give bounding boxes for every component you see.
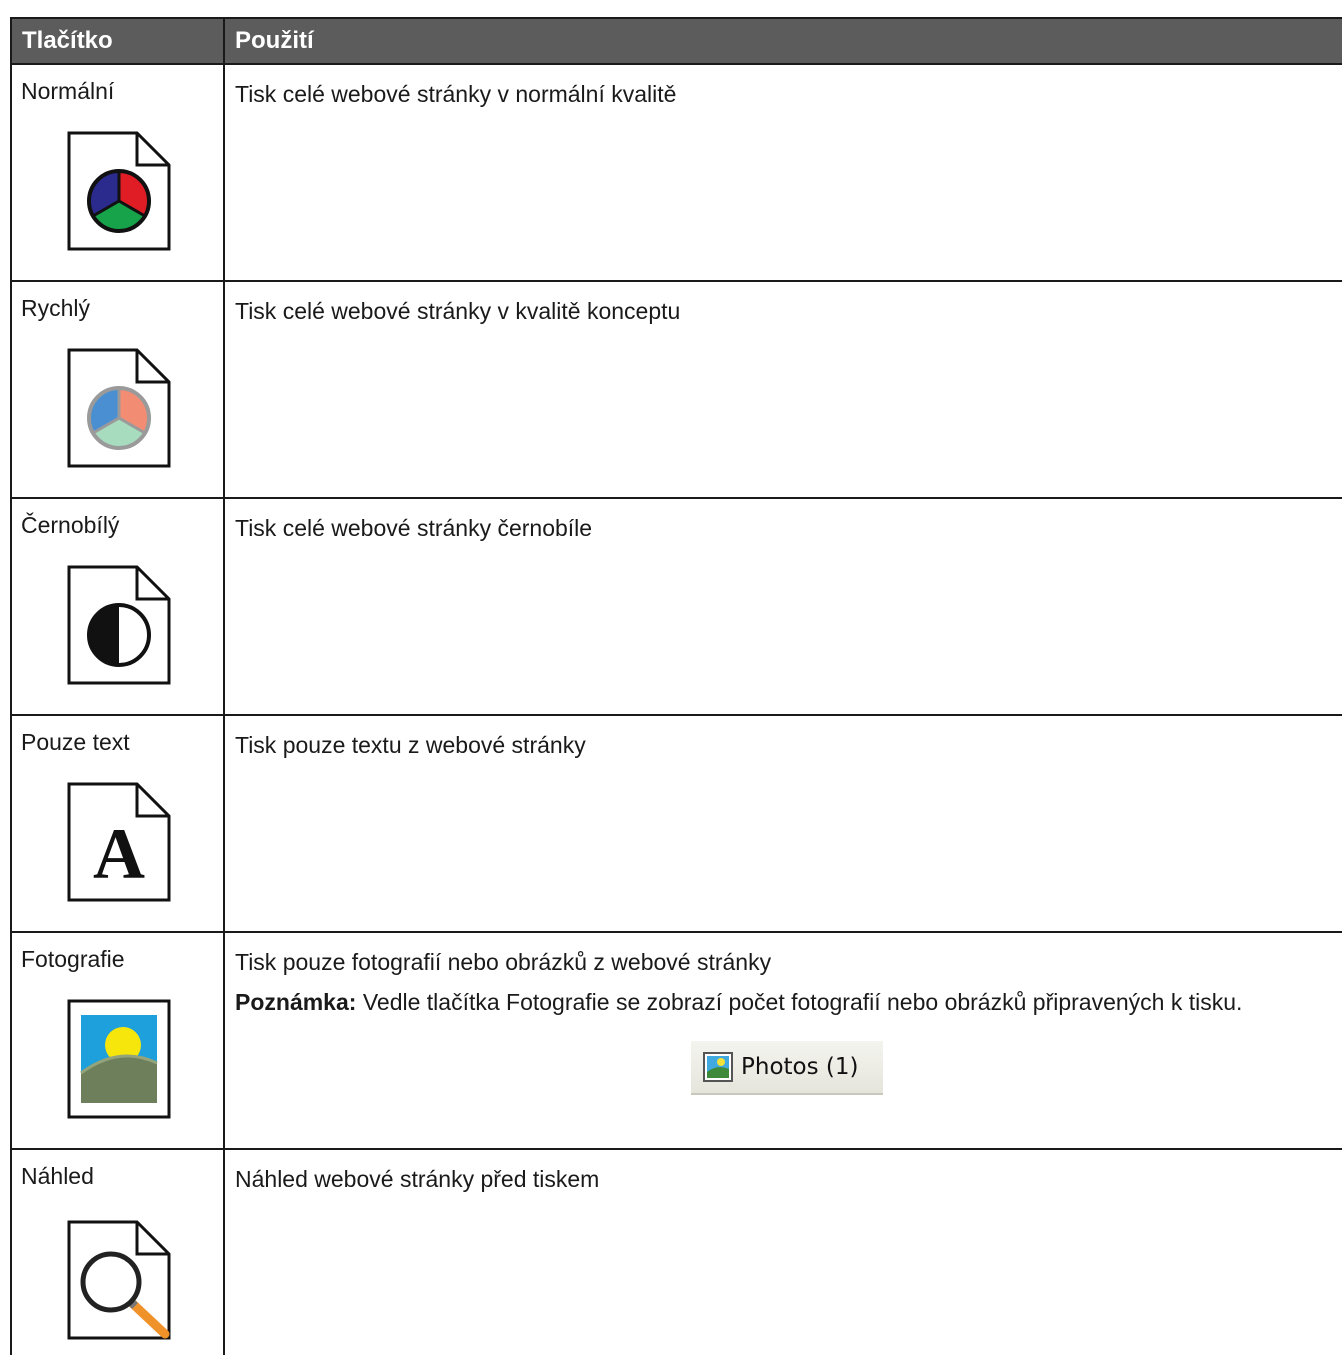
use-text: Tisk celé webové stránky černobíle (235, 515, 593, 541)
button-name: Rychlý (21, 295, 91, 321)
photos-button-label: Photos (1) (741, 1054, 859, 1080)
use-cell (224, 281, 1342, 498)
button-name: Náhled (21, 1163, 94, 1189)
use-cell (224, 498, 1342, 715)
use-text: Náhled webové stránky před tiskem (235, 1166, 600, 1192)
icon-letter: A (93, 814, 145, 894)
button-name: Normální (21, 78, 115, 104)
page-magnifier-icon (67, 1220, 171, 1340)
photos-button[interactable] (691, 1041, 883, 1095)
buttons-table (10, 17, 1342, 1355)
table-row (11, 498, 1342, 715)
use-cell (224, 1149, 1342, 1355)
use-cell (224, 715, 1342, 932)
note-text: Vedle tlačítka Fotografie se zobrazí počet fotografií nebo obrázků připravených k tisku. (356, 989, 1243, 1015)
note (235, 988, 1338, 1016)
photo-icon (703, 1052, 733, 1082)
table-row (11, 1149, 1342, 1355)
button-name: Fotografie (21, 946, 125, 972)
page-light-pie-icon (67, 348, 171, 468)
use-text: Tisk pouze fotografií nebo obrázků z webové stránky (235, 949, 772, 975)
use-cell (224, 932, 1342, 1149)
table-row (11, 64, 1342, 281)
button-name: Pouze text (21, 729, 130, 755)
table-row (11, 281, 1342, 498)
column-header-use: Použití (224, 18, 1342, 64)
use-cell (224, 64, 1342, 281)
page-letter-a-icon (67, 782, 171, 902)
use-text: Tisk pouze textu z webové stránky (235, 732, 586, 758)
page-black-white-icon (67, 565, 171, 685)
button-cell (11, 498, 224, 715)
use-text: Tisk celé webové stránky v kvalitě konceptu (235, 298, 681, 324)
table-row (11, 932, 1342, 1149)
table-header-row (11, 18, 1342, 64)
note-label: Poznámka: (235, 989, 357, 1015)
page-color-pie-icon (67, 131, 171, 251)
button-cell (11, 1149, 224, 1355)
column-header-button: Tlačítko (11, 18, 224, 64)
button-cell (11, 932, 224, 1149)
use-text: Tisk celé webové stránky v normální kvalitě (235, 81, 677, 107)
table-row (11, 715, 1342, 932)
photo-landscape-icon (67, 999, 171, 1119)
button-cell (11, 715, 224, 932)
button-cell (11, 64, 224, 281)
button-cell (11, 281, 224, 498)
button-name: Černobílý (21, 512, 120, 538)
